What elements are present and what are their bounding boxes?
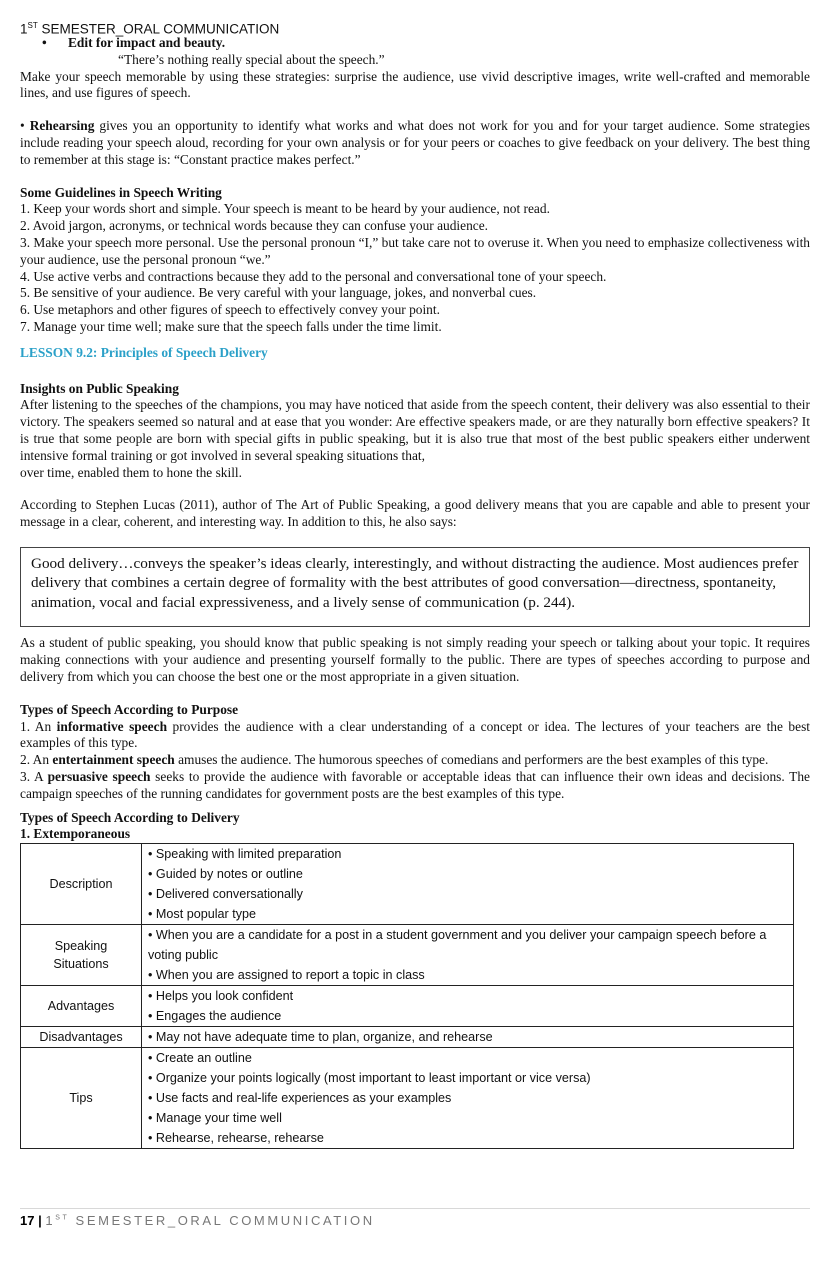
list-item: • Most popular type — [148, 907, 257, 922]
row-label-description: Description — [21, 844, 142, 925]
purpose-item — [20, 769, 810, 803]
document-page — [20, 18, 810, 1149]
footer-title: SEMESTER_ORAL COMMUNICATION — [69, 1213, 375, 1228]
row-label-line: Situations — [53, 957, 109, 972]
table-row — [21, 844, 794, 925]
list-item: • May not have adequate time to plan, organize, and rehearse — [148, 1030, 493, 1045]
row-content-tips — [142, 1048, 794, 1149]
row-content-description — [142, 844, 794, 925]
purpose-item-term: informative speech — [56, 718, 168, 734]
list-item: • Guided by notes or outline — [148, 867, 303, 882]
list-item: • Manage your time well — [148, 1111, 282, 1126]
list-item: • Speaking with limited preparation — [148, 847, 342, 862]
row-label-disadvantages: Disadvantages — [21, 1027, 142, 1048]
purpose-item-text: amuses the audience. The humorous speeches of comedians and performers are the best examples of this type. — [174, 752, 769, 768]
header-sup: ST — [27, 21, 38, 30]
lucas-quote: Good delivery…conveys the speaker’s ideas clearly, interestingly, and without distracting the audience. Most audiences prefer delivery that combines a certain degree of formality with the best attributes of good conversation—directness, spontaneity, animation, vocal and facial expressiveness, and a lively sense of communication (p. 244). — [31, 554, 799, 611]
row-label-situations — [21, 925, 142, 986]
edit-heading — [20, 35, 810, 52]
header-prefix: 1 — [20, 21, 28, 37]
student-paragraph: As a student of public speaking, you should know that public speaking is not simply reading your speech or talking about your topic. It requires making connections with your audience and presenting yourself formally to the public. There are types of speeches according to purpose and delivery from which you can choose the best one or the most appropriate in a given situation. — [20, 635, 810, 685]
purpose-item-text: provides the audience with a clear understanding of a concept or idea. The lectures of your teachers are the best examples of this type. — [20, 718, 811, 751]
row-label-advantages: Advantages — [21, 986, 142, 1027]
purpose-title: Types of Speech According to Purpose — [20, 701, 239, 717]
insights-body: After listening to the speeches of the champions, you may have noticed that aside from the speech content, their delivery was also essential to their victory. The speakers seemed so natural and at ease that you wonder: Are effective speakers made, or are they naturally born effective speakers? It is true that some people are born with special gifts in public speaking, but it is also true that most of the best public speakers either underwent intensive formal training or got involved in several speaking situations that, — [20, 397, 810, 463]
page-header — [20, 18, 810, 35]
table-row — [21, 925, 794, 986]
list-item: • When you are a candidate for a post in a student government and you deliver your campaign speech before a voting public — [148, 928, 767, 963]
page-footer — [20, 1208, 810, 1228]
purpose-item-prefix: 2. An — [20, 752, 53, 768]
purpose-item-text: seeks to provide the audience with favorable or acceptable ideas that can influence their own ideas and decisions. The campaign speeches of the running candidates for government posts are the best examples of this type. — [20, 769, 810, 801]
page-number: 17 — [20, 1213, 35, 1228]
rehearse-body: gives you an opportunity to identify what works and what does not work for you and for your target audience. Some strategies include reading your speech aloud, recording for your own analysis or for your peers or coaches to give feedback on your delivery. The best thing to remember at this stage is: “Constant practice makes perfect.” — [20, 118, 811, 167]
guidelines-title: Some Guidelines in Speech Writing — [20, 184, 222, 200]
rehearse-term: Rehearsing — [29, 118, 95, 134]
purpose-item — [20, 752, 810, 769]
purpose-item-term: entertainment speech — [52, 752, 175, 768]
table-row — [21, 986, 794, 1027]
purpose-item-prefix: 1. An — [20, 718, 57, 734]
table-row — [21, 1027, 794, 1048]
purpose-item-term: persuasive speech — [47, 769, 151, 784]
list-item: • Organize your points logically (most important to least important or vice versa) — [148, 1071, 591, 1086]
purpose-item — [20, 719, 810, 753]
guideline-item: 1. Keep your words short and simple. Your speech is meant to be heard by your audience, not read. — [20, 201, 550, 217]
list-item: • Create an outline — [148, 1051, 252, 1066]
edit-quote: “There’s nothing really special about the speech.” — [118, 51, 385, 67]
header-rest: SEMESTER_ORAL COMMUNICATION — [37, 21, 280, 37]
list-item: • Helps you look confident — [148, 989, 294, 1004]
list-item: • Engages the audience — [148, 1009, 282, 1024]
guideline-item: 7. Manage your time well; make sure that the speech falls under the time limit. — [20, 318, 442, 334]
edit-body: Make your speech memorable by using these strategies: surprise the audience, use vivid descriptive images, write well-crafted and memorable lines, and use figures of speech. — [20, 68, 810, 101]
delivery-subtitle: 1. Extemporaneous — [20, 826, 131, 842]
list-item: • When you are assigned to report a topic in class — [148, 968, 425, 983]
footer-sup: ST — [55, 1214, 70, 1222]
row-label-line: Speaking — [54, 939, 108, 954]
rehearse-paragraph — [20, 118, 810, 168]
insights-title: Insights on Public Speaking — [20, 380, 179, 396]
footer-separator: | — [34, 1213, 46, 1228]
guidelines-list — [20, 201, 810, 335]
lucas-quote-box — [20, 547, 810, 628]
row-content-disadvantages — [142, 1027, 794, 1048]
delivery-title: Types of Speech According to Delivery — [20, 809, 240, 825]
bullet-icon: • — [42, 35, 47, 50]
edit-heading-text: Edit for impact and beauty. — [68, 35, 226, 50]
bullet-icon: • — [20, 118, 25, 134]
insights-body-end: over time, enabled them to hone the skill. — [20, 464, 243, 480]
guideline-item: 6. Use metaphors and other figures of speech to effectively convey your point. — [20, 302, 440, 318]
extemporaneous-table — [20, 843, 794, 1149]
purpose-item-prefix: 3. A — [20, 769, 48, 784]
list-item: • Delivered conversationally — [148, 887, 303, 902]
list-item: • Rehearse, rehearse, rehearse — [148, 1131, 324, 1146]
list-item: • Use facts and real-life experiences as your examples — [148, 1091, 452, 1106]
guideline-item: 4. Use active verbs and contractions because they add to the personal and conversational tone of your speech. — [20, 268, 607, 284]
row-content-advantages — [142, 986, 794, 1027]
guideline-item: 2. Avoid jargon, acronyms, or technical words because they can confuse your audience. — [20, 218, 489, 234]
table-row — [21, 1048, 794, 1149]
row-label-tips: Tips — [21, 1048, 142, 1149]
footer-prefix: 1 — [45, 1213, 56, 1228]
lucas-paragraph: According to Stephen Lucas (2011), author of The Art of Public Speaking, a good delivery means that you are capable and able to present your message in a clear, coherent, and interesting way. In addition to this, he also says: — [20, 497, 810, 530]
guideline-item: 5. Be sensitive of your audience. Be very careful with your language, jokes, and nonverbal cues. — [20, 285, 537, 301]
guideline-item: 3. Make your speech more personal. Use the personal pronoun “I,” but take care not to overuse it. When you need to emphasize collectiveness with your audience, use the personal pronoun “we.” — [20, 234, 810, 267]
row-content-situations — [142, 925, 794, 986]
lesson-title: LESSON 9.2: Principles of Speech Delivery — [20, 344, 268, 360]
